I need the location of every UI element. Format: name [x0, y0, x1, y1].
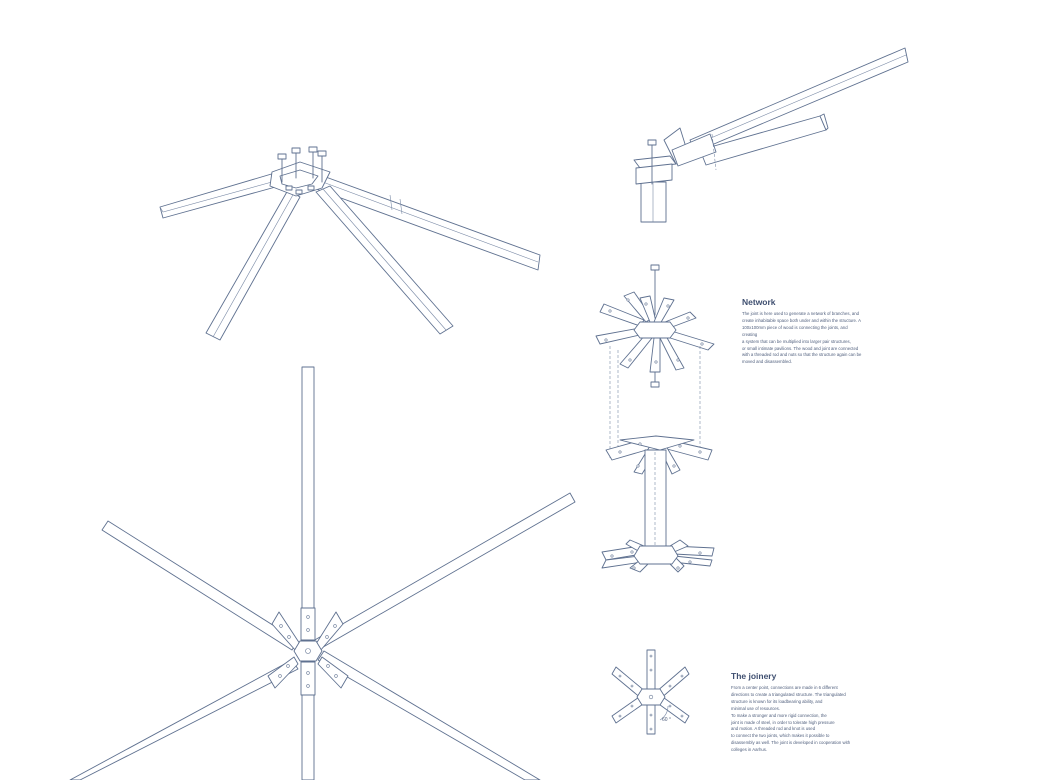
joinery-line: minimal use of resources.: [731, 705, 780, 711]
network-description: [742, 311, 877, 366]
joinery-line: joint is made of steel, in order to tolerate high pressure: [731, 719, 835, 725]
plan-view-six-beams: [70, 367, 575, 780]
exploded-joint-view: [596, 265, 714, 572]
network-line: creating: [742, 331, 758, 337]
isometric-joint-assembly: [160, 147, 540, 340]
joinery-line: To make a stronger and more rigid connection, the: [731, 712, 827, 718]
column-joint-elevation: [634, 48, 908, 222]
joinery-description: [731, 685, 866, 754]
joinery-line: to connect the two joints, which makes it possible to: [731, 733, 830, 739]
joinery-plan-60-degree: [612, 650, 689, 734]
network-line: or small intimate pavilions. The wood and joint are connected: [742, 345, 859, 351]
joinery-line: From a center point, connections are made in 6 different: [731, 685, 838, 690]
network-line: 100x100mm piece of wood is connecting the joints, and: [742, 324, 848, 330]
joinery-line: disassembly as well. The joint is developed in cooperation with: [731, 740, 851, 746]
joinery-line: and motion. A threaded rod and knot is used: [731, 726, 816, 732]
network-line: moved and disassembled.: [742, 359, 792, 365]
network-line: with a threaded rod and nuts so that the structure again can be: [742, 352, 862, 358]
joinery-text-block: [731, 671, 866, 754]
network-line: a system that can be multiplied into larger pair structures,: [742, 338, 851, 344]
network-line: create inhabitable space both under and within the structure. A: [742, 317, 861, 323]
angle-label: 60 °: [662, 717, 671, 723]
joinery-line: colleges in Aarhus.: [731, 747, 768, 753]
network-heading: Network: [742, 297, 776, 307]
joinery-line: directions to create a triangulated structure. The triangulated: [731, 691, 846, 697]
joinery-line: structure is known for its loadbearing ability, and: [731, 698, 823, 704]
joinery-heading: The joinery: [731, 671, 777, 681]
network-line: The joint is here used to generate a network of branches, and: [742, 311, 860, 316]
network-text-block: [742, 297, 877, 366]
